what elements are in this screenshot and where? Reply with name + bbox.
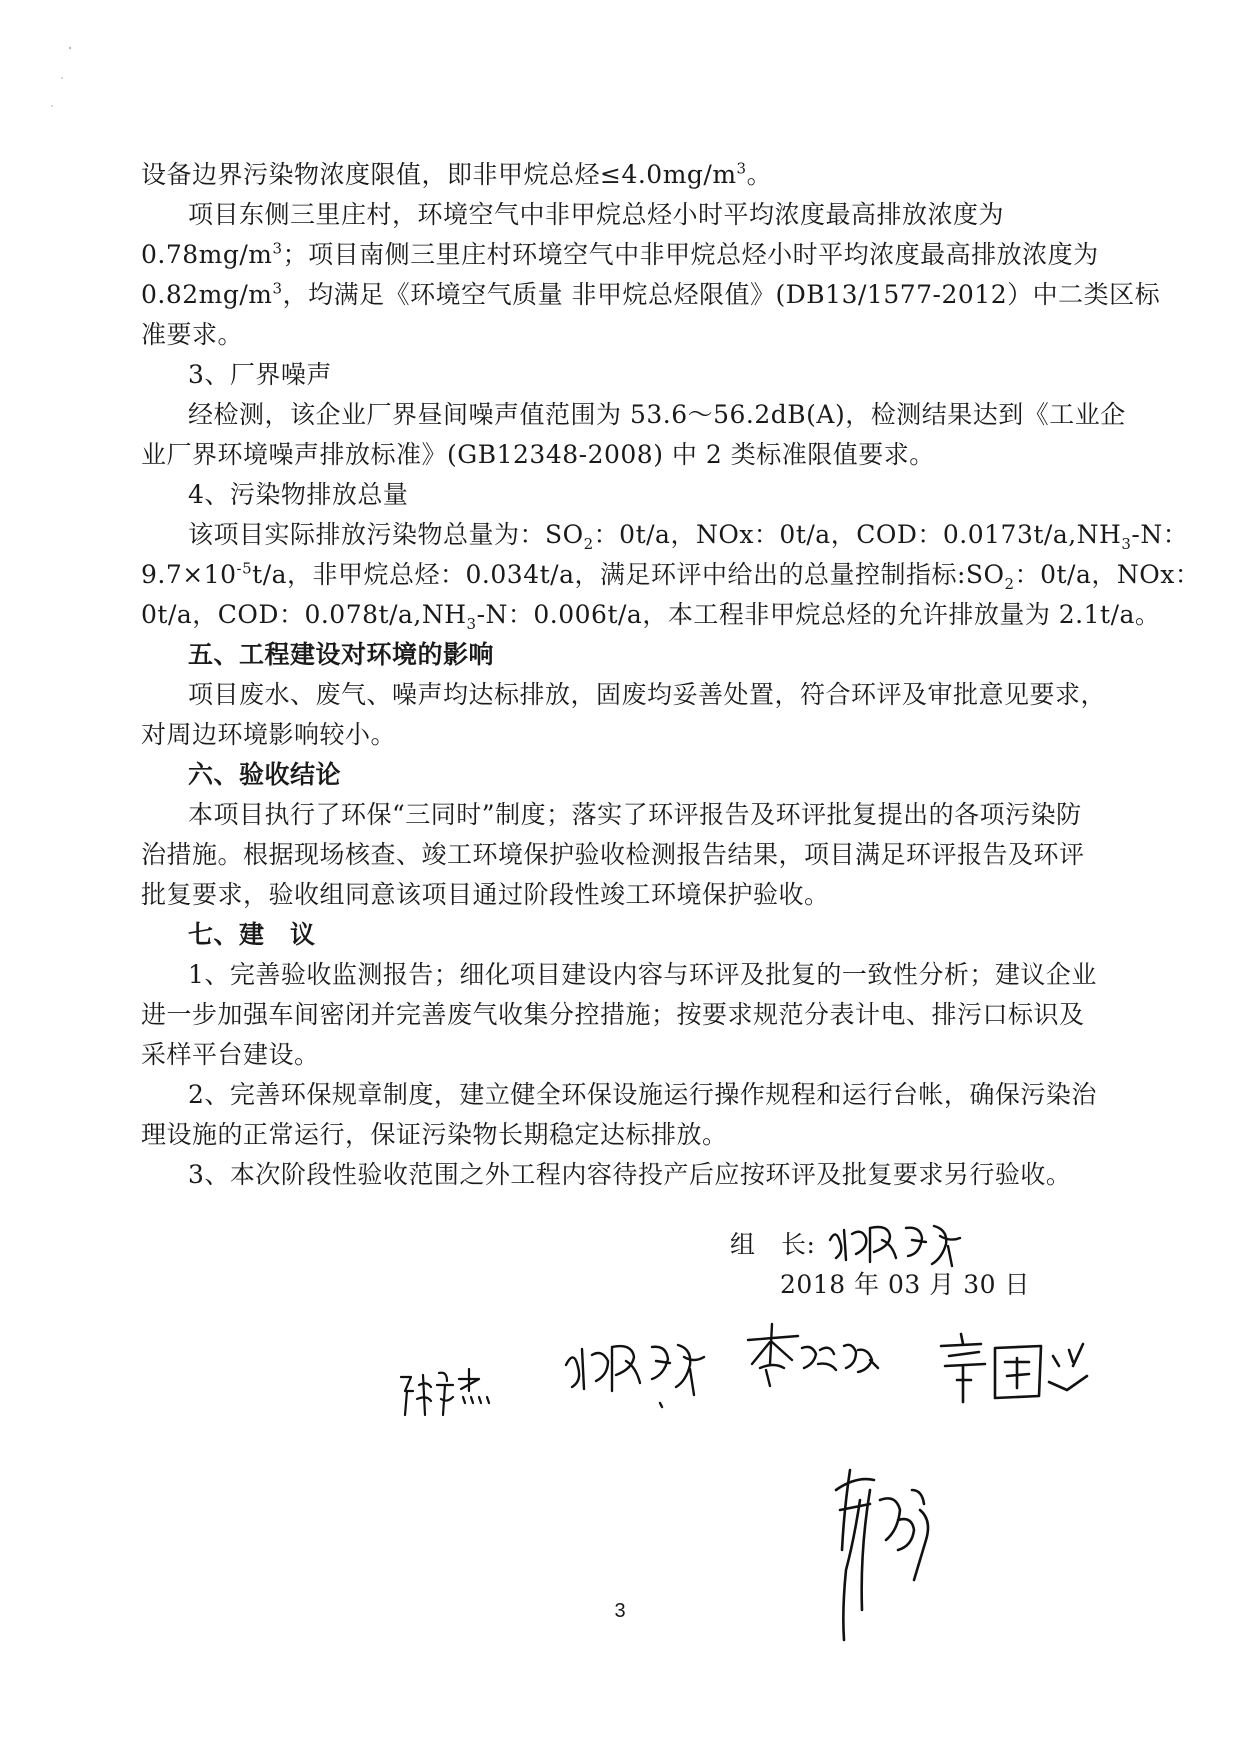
paragraph-line: 本项目执行了环保“三同时”制度；落实了环评报告及环评批复提出的各项污染防: [188, 800, 1082, 829]
paragraph-line: 2、完善环保规章制度，建立健全环保设施运行操作规程和运行台帐，确保污染治: [188, 1080, 1097, 1109]
paragraph-line: 采样平台建设。: [141, 1040, 320, 1069]
leader-signature: [822, 1210, 982, 1270]
signature-1: [395, 1365, 495, 1420]
paragraph-line: 经检测，该企业厂界昼间噪声值范围为 53.6～56.2dB(A)，检测结果达到《工业企: [188, 400, 1126, 429]
paragraph-line: $0.82mg/m^3$，均满足《环境空气质量 非甲烷总烃限值》(DB13/1577-2012）中二类区标: [141, 279, 1161, 309]
paragraph-line: 项目废水、废气、噪声均达标排放，固废均妥善处置，符合环评及审批意见要求，: [188, 680, 1107, 709]
paragraph-line: 批复要求，验收组同意该项目通过阶段性竣工环境保护验收。: [141, 880, 830, 909]
paragraph-line: 对周边环境影响较小。: [141, 720, 397, 749]
paragraph-line: 项目东侧三里庄村，环境空气中非甲烷总烃小时平均浓度最高排放浓度为: [188, 200, 1005, 229]
leader-label: 组 长:: [730, 1230, 816, 1259]
paragraph-line: 治措施。根据现场核查、竣工环境保护验收检测报告结果，项目满足环评报告及环评: [141, 840, 1085, 869]
paragraph-line: 进一步加强车间密闭并完善废气收集分控措施；按要求规范分表计电、排污口标识及: [141, 1000, 1085, 1029]
paragraph-line: 准要求。: [141, 320, 244, 349]
paragraph-line: 该项目实际排放污染物总量为：$SO_2$：0t/a，NOx：0t/a，COD：$0.0173t/a,NH_3-N$：: [188, 520, 1189, 553]
signature-4: [935, 1330, 1095, 1410]
section-heading-5: 五、工程建设对环境的影响: [188, 640, 495, 669]
paragraph-line: $9.7\times 10^{-5}t/a$，非甲烷总烃：0.034t/a，满足环评中给出的总量控制指标$:SO_2$：0t/a，NOx：: [141, 559, 1201, 593]
section-heading-noise: 3、厂界噪声: [188, 360, 332, 389]
scan-specks: [40, 30, 80, 120]
page-number: 3: [614, 1600, 626, 1622]
signature-5: [820, 1460, 950, 1660]
paragraph-line: 0t/a，COD：$0.078t/a,NH_3-N$：0.006t/a，本工程非甲烷总烃的允许排放量为 2.1t/a。: [141, 600, 1161, 633]
section-heading-7: 七、建 议: [188, 920, 316, 949]
paragraph-line: 1、完善验收监测报告；细化项目建设内容与环评及批复的一致性分析；建议企业: [188, 960, 1097, 989]
section-heading-6: 六、验收结论: [188, 760, 342, 789]
paragraph-line: 业厂界环境噪声排放标准》(GB12348-2008) 中 2 类标准限值要求。: [141, 440, 935, 469]
paragraph-line: 3、本次阶段性验收范围之外工程内容待投产后应按环评及批复要求另行验收。: [188, 1160, 1072, 1189]
section-heading-total: 4、污染物排放总量: [188, 480, 409, 509]
paragraph-line: 设备边界污染物浓度限值，即非甲烷总烃$\le 4.0mg/m^3$。: [141, 159, 773, 189]
signature-2: [560, 1325, 710, 1410]
paragraph-line: $0.78mg/m^3$；项目南侧三里庄村环境空气中非甲烷总烃小时平均浓度最高排放浓度为: [141, 239, 1099, 269]
signature-3: [740, 1320, 890, 1390]
paragraph-line: 理设施的正常运行，保证污染物长期稳定达标排放。: [141, 1120, 728, 1149]
signing-date: 2018 年 03 月 30 日: [780, 1270, 1030, 1299]
